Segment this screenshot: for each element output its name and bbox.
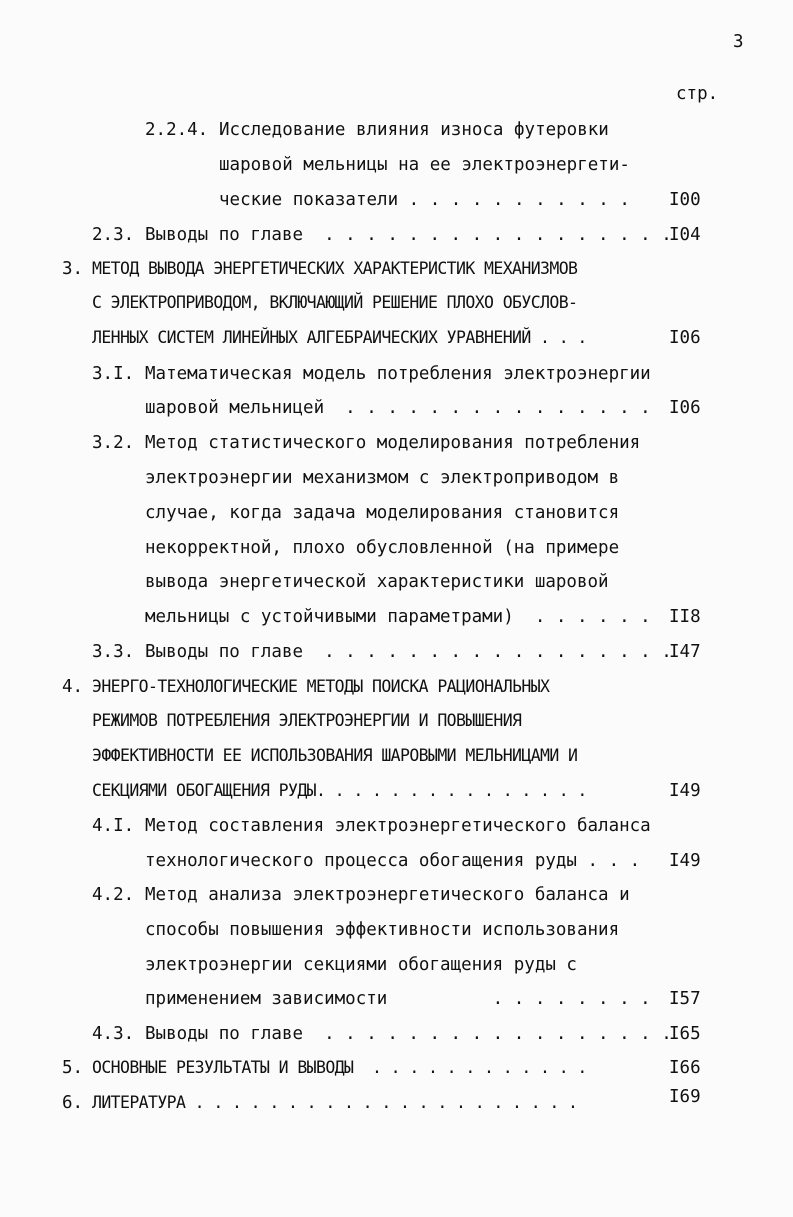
toc-line <box>0 1024 793 1048</box>
section-title: МЕТОД ВЫВОДА ЭНЕРГЕТИЧЕСКИХ ХАРАКТЕРИСТИК МЕХАНИЗМОВ <box>92 259 578 278</box>
toc-line <box>0 503 793 527</box>
section-title: некорректной, плохо обусловленной (на примере <box>145 538 620 558</box>
section-title: ОСНОВНЫЕ РЕЗУЛЬТАТЫ И ВЫВОДЫ . . . . . . . . . . . . <box>92 1058 587 1077</box>
toc-line <box>0 293 793 317</box>
section-number: 5. <box>62 1058 84 1078</box>
page-ref: I65 <box>669 1024 701 1044</box>
section-title: случае, когда задача моделирования становится <box>145 503 620 523</box>
page-number: 3 <box>733 32 744 52</box>
section-number: 4.3. <box>92 1024 135 1044</box>
toc-line <box>0 328 793 352</box>
section-title: технологического процесса обогащения руды . . . <box>145 851 641 871</box>
toc-line <box>0 433 793 457</box>
section-title: Выводы по главе . . . . . . . . . . . . . . . . . <box>145 642 672 662</box>
toc-line <box>0 190 793 214</box>
section-number: 2.3. <box>92 225 135 245</box>
section-title: шаровой мельницей . . . . . . . . . . . . . . . <box>145 398 651 418</box>
toc-line <box>0 816 793 840</box>
section-number: 4.2. <box>92 885 135 905</box>
toc-line <box>0 955 793 979</box>
page-ref: I49 <box>669 851 701 871</box>
toc-line <box>0 607 793 631</box>
section-title: РЕЖИМОВ ПОТРЕБЛЕНИЯ ЭЛЕКТРОЭНЕРГИИ И ПОВЫШЕНИЯ <box>92 711 522 730</box>
toc-line <box>0 225 793 249</box>
toc-line <box>0 259 793 283</box>
page-ref: II8 <box>669 607 701 627</box>
page-ref: I06 <box>669 328 701 348</box>
section-title: ЛЕННЫХ СИСТЕМ ЛИНЕЙНЫХ АЛГЕБРАИЧЕСКИХ УРАВНЕНИЙ . . . <box>92 328 587 347</box>
toc-line <box>0 1058 793 1082</box>
section-title: электроэнергии механизмом с электроприводом в <box>145 468 620 488</box>
toc-line <box>0 920 793 944</box>
toc-line <box>0 398 793 422</box>
page-ref: I49 <box>669 781 701 801</box>
toc-line <box>0 538 793 562</box>
section-title: ЭНЕРГО-ТЕХНОЛОГИЧЕСКИЕ МЕТОДЫ ПОИСКА РАЦИОНАЛЬНЫХ <box>92 677 550 696</box>
column-header-pages: стр. <box>676 84 719 104</box>
section-title: Метод статистического моделирования потребления <box>145 433 641 453</box>
section-title: вывода энергетической характеристики шаровой <box>145 572 609 592</box>
section-number: 2.2.4. <box>145 120 209 140</box>
section-title: Исследование влияния износа футеровки <box>219 120 609 140</box>
section-title: Математическая модель потребления электроэнергии <box>145 364 651 384</box>
toc-line <box>0 642 793 666</box>
toc-line <box>0 364 793 388</box>
section-title: способы повышения эффективности использования <box>145 920 620 940</box>
section-number: 6. <box>62 1093 84 1113</box>
section-number: 3.2. <box>92 433 135 453</box>
toc-line <box>0 677 793 701</box>
page-ref: I66 <box>669 1058 701 1078</box>
section-number: 4.I. <box>92 816 135 836</box>
section-title: СЕКЦИЯМИ ОБОГАЩЕНИЯ РУДЫ. . . . . . . . . . . . . . . <box>92 781 587 800</box>
page-ref: I04 <box>669 225 701 245</box>
section-title: шаровой мельницы на ее электроэнергети- <box>219 155 630 175</box>
section-title: Метод составления электроэнергетического баланса <box>145 816 651 836</box>
section-number: 3.I. <box>92 364 135 384</box>
section-title: мельницы с устойчивыми параметрами) . . . . . . <box>145 607 651 627</box>
page-ref: I57 <box>669 989 701 1009</box>
toc-line <box>0 851 793 875</box>
toc-line <box>0 572 793 596</box>
toc-line <box>0 155 793 179</box>
section-title: ческие показатели . . . . . . . . . . . <box>219 190 630 210</box>
toc-line <box>0 746 793 770</box>
page-ref: I47 <box>669 642 701 662</box>
toc-line <box>0 989 793 1013</box>
toc-line <box>0 781 793 805</box>
section-title: ЭФФЕКТИВНОСТИ ЕЕ ИСПОЛЬЗОВАНИЯ ШАРОВЫМИ МЕЛЬНИЦАМИ И <box>92 746 578 765</box>
page-ref: I00 <box>669 190 701 210</box>
section-title: Выводы по главе . . . . . . . . . . . . . . . . . <box>145 225 672 245</box>
section-title: применением зависимости . . . . . . . . <box>145 989 651 1009</box>
toc-line <box>0 1087 793 1117</box>
toc-line <box>0 120 793 144</box>
page-ref: I06 <box>669 398 701 418</box>
toc-line <box>0 711 793 735</box>
page-ref: I69 <box>669 1087 701 1107</box>
section-title: электроэнергии секциями обогащения руды с <box>145 955 577 975</box>
toc-line <box>0 468 793 492</box>
section-number: 4. <box>62 677 84 697</box>
section-title: Метод анализа электроэнергетического баланса и <box>145 885 630 905</box>
section-title: Выводы по главе . . . . . . . . . . . . . . . . . <box>145 1024 672 1044</box>
section-number: 3. <box>62 259 84 279</box>
toc-line <box>0 885 793 909</box>
section-title: С ЭЛЕКТРОПРИВОДОМ, ВКЛЮЧАЮЩИЙ РЕШЕНИЕ ПЛОХО ОБУСЛОВ- <box>92 293 578 312</box>
section-title: ЛИТЕРАТУРА . . . . . . . . . . . . . . . . . . . . . <box>92 1093 578 1112</box>
section-number: 3.3. <box>92 642 135 662</box>
